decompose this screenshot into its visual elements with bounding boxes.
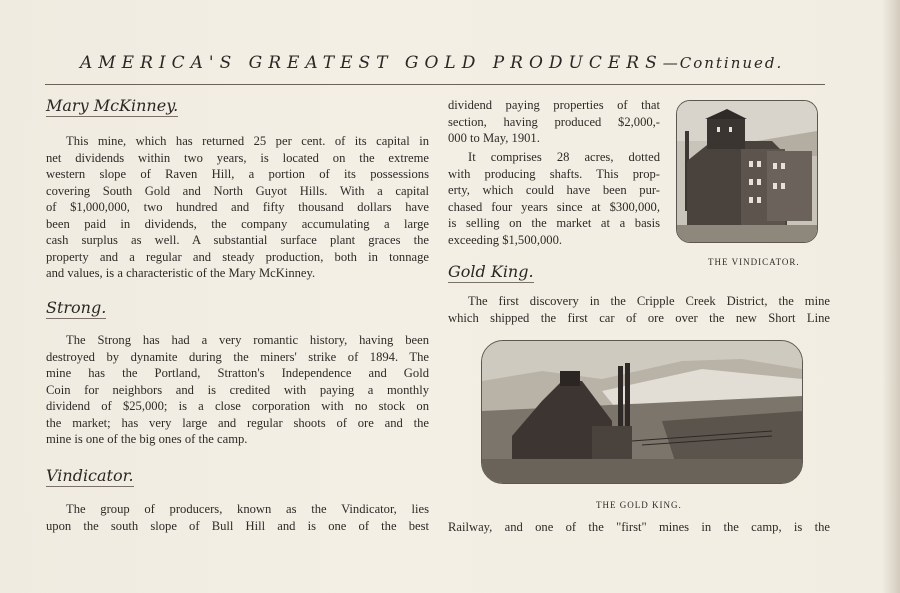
text-line: 000 to May, 1901. [448,131,540,145]
text-line: dividend of $25,000; is a close corporation with no stock on [46,399,429,413]
text-line: erty, which could have been pur- [448,183,660,197]
text-line: been paid in dividends, the company accumulating a large [46,216,429,231]
strong-paragraph [46,332,429,448]
header-title: AMERICA'S GREATEST GOLD PRODUCERS [80,53,663,73]
text-line: Railway, and one of the "first" mines in the camp, is the [448,520,830,534]
heading-gold-king: Gold King. [448,262,534,281]
text-line: is selling on the market at a basis [448,216,660,230]
mary-mckinney-paragraph [46,133,429,282]
heading-vindicator: Vindicator. [46,466,134,485]
text-line: cash surplus as well. A substantial surface plant graces the [46,233,429,247]
vindicator-paragraph [46,501,429,534]
gold-king-photo [481,340,803,484]
text-line: net dividends within two years, is located on the extreme [46,150,429,165]
gold-king-paragraph [448,293,830,326]
text-line: exceeding $1,500,000. [448,232,563,247]
header-continued: —Continued. [662,54,784,72]
text-line: property and a regular and steady production, both in tonnage [46,249,429,264]
page-header [80,53,810,73]
vindicator-continued-paragraph [448,97,660,147]
vindicator-illustration [677,101,817,242]
vindicator-photo [676,100,818,243]
text-line: The first discovery in the Cripple Creek District, the mine [468,294,830,308]
text-line: covering South Gold and North Guyot Hills. With a capital [46,183,429,198]
text-line: upon the south slope of Bull Hill and is one of the best [46,518,429,533]
text-line: and values, is a characteristic of the Mary McKinney. [46,266,316,280]
header-rule [45,84,825,85]
text-line: dividend paying properties of that [448,98,660,112]
gold-king-illustration [482,341,802,483]
heading-mary-mckinney: Mary McKinney. [46,96,179,115]
heading-strong: Strong. [46,298,107,317]
gold-king-last-line [448,519,830,536]
text-line: section, having produced $2,000,- [448,114,660,129]
text-line: It comprises 28 acres, dotted [468,150,660,164]
text-line: the market; has very large and regular shoots of ore and the [46,415,429,430]
text-line: mine is one of the big ones of the camp. [46,432,248,446]
text-line: western slope of Raven Hill, a portion of its possessions [46,167,429,181]
text-line: chased four years since at $300,000, [448,199,660,214]
text-line: This mine, which has returned 25 per cent. of its capital in [66,134,429,148]
text-line: destroyed by dynamite during the miners' strike of 1894. The [46,349,429,364]
text-line: of $1,000,000, two hundred and fifty thousand dollars have [46,200,429,214]
text-line: with producing shafts. This prop- [448,166,660,181]
text-line: which shipped the first car of ore over the new Short Line [448,310,830,325]
text-line: The Strong has had a very romantic history, having been [66,333,429,347]
text-line: Coin for neighbors and is credited with paying a monthly [46,382,429,397]
gold-king-caption: THE GOLD KING. [596,500,682,510]
page-edge-shadow [882,0,900,593]
text-line: mine has the Portland, Stratton's Independence and Gold [46,366,429,380]
vindicator-acres-paragraph [448,149,660,248]
text-line: The group of producers, known as the Vindicator, lies [66,502,429,516]
vindicator-caption: THE VINDICATOR. [708,257,800,267]
